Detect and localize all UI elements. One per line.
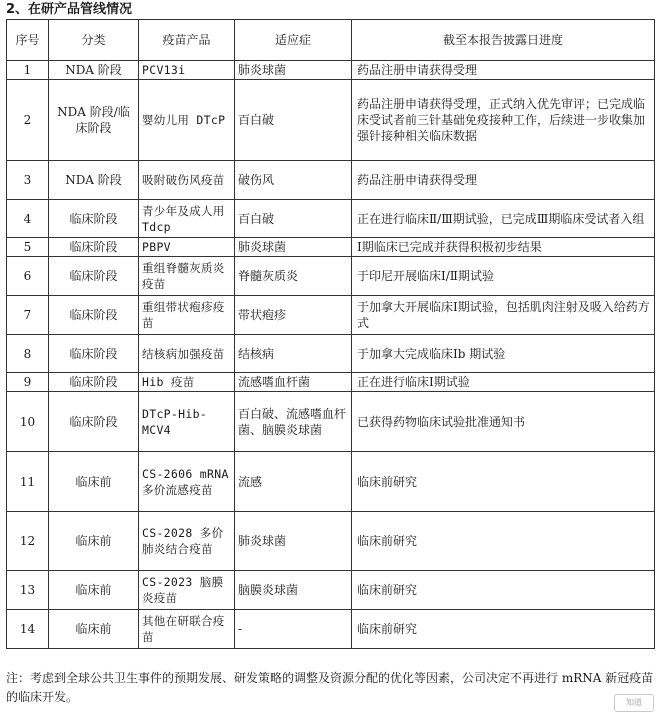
table-row [7, 610, 655, 649]
cell-category: NDA 阶段/临床阶段 [49, 80, 139, 161]
table-row [7, 61, 655, 80]
cell-product: PBPV [139, 238, 235, 257]
table-row [7, 373, 655, 392]
header-product: 疫苗产品 [139, 20, 235, 61]
cell-product: 重组带状疱疹疫苗 [139, 296, 235, 335]
table-row [7, 512, 655, 571]
cell-category: 临床阶段 [49, 257, 139, 296]
cell-progress: 于印尼开展临床Ⅰ/Ⅱ期试验 [352, 257, 655, 296]
table-row [7, 571, 655, 610]
cell-product: CS-2028 多价肺炎结合疫苗 [139, 512, 235, 571]
table-row [7, 257, 655, 296]
cell-progress: 临床前研究 [352, 512, 655, 571]
cell-product: 吸附破伤风疫苗 [139, 161, 235, 200]
cell-category: 临床阶段 [49, 296, 139, 335]
cell-category: NDA 阶段 [49, 161, 139, 200]
watermark-logo: 知道 [614, 694, 654, 712]
cell-product: 结核病加强疫苗 [139, 335, 235, 373]
cell-no: 1 [7, 61, 49, 80]
cell-indication: 流感 [235, 452, 352, 512]
cell-no: 6 [7, 257, 49, 296]
table-row [7, 200, 655, 238]
header-indication: 适应症 [235, 20, 352, 61]
cell-progress: 临床前研究 [352, 452, 655, 512]
table-row [7, 392, 655, 452]
cell-no: 7 [7, 296, 49, 335]
header-no: 序号 [7, 20, 49, 61]
cell-progress: 已获得药物临床试验批准通知书 [352, 392, 655, 452]
table-row [7, 238, 655, 257]
cell-indication: 肺炎球菌 [235, 61, 352, 80]
cell-progress: 药品注册申请获得受理 [352, 161, 655, 200]
cell-product: 重组脊髓灰质炎疫苗 [139, 257, 235, 296]
table-row [7, 80, 655, 161]
cell-no: 10 [7, 392, 49, 452]
cell-category: NDA 阶段 [49, 61, 139, 80]
cell-product: 其他在研联合疫苗 [139, 610, 235, 649]
cell-no: 2 [7, 80, 49, 161]
cell-category: 临床前 [49, 452, 139, 512]
cell-no: 12 [7, 512, 49, 571]
cell-product: 婴幼儿用 DTcP [139, 80, 235, 161]
cell-no: 11 [7, 452, 49, 512]
cell-product: 青少年及成人用 Tdcp [139, 200, 235, 238]
cell-no: 8 [7, 335, 49, 373]
cell-category: 临床阶段 [49, 238, 139, 257]
cell-progress: 于加拿大完成临床Ⅰb 期试验 [352, 335, 655, 373]
section-title: 2、在研产品管线情况 [6, 2, 133, 17]
cell-indication: 百白破、流感嗜血杆菌、脑膜炎球菌 [235, 392, 352, 452]
cell-indication: 脊髓灰质炎 [235, 257, 352, 296]
cell-product: CS-2023 脑膜炎疫苗 [139, 571, 235, 610]
cell-category: 临床阶段 [49, 392, 139, 452]
table-row [7, 452, 655, 512]
cell-progress: 临床前研究 [352, 610, 655, 649]
cell-indication: 百白破 [235, 200, 352, 238]
cell-indication: 肺炎球菌 [235, 238, 352, 257]
pipeline-table [6, 19, 655, 649]
cell-category: 临床前 [49, 610, 139, 649]
cell-indication: - [235, 610, 352, 649]
cell-product: DTcP-Hib-MCV4 [139, 392, 235, 452]
cell-progress: 正在进行临床Ⅰ期试验 [352, 373, 655, 392]
cell-progress: 药品注册申请获得受理，正式纳入优先审评；已完成临床受试者前三针基础免疫接种工作，后续进一步收集加强针接种相关临床数据 [352, 80, 655, 161]
cell-category: 临床阶段 [49, 335, 139, 373]
cell-indication: 结核病 [235, 335, 352, 373]
cell-category: 临床阶段 [49, 373, 139, 392]
cell-indication: 破伤风 [235, 161, 352, 200]
table-row [7, 296, 655, 335]
cell-no: 4 [7, 200, 49, 238]
cell-progress: Ⅰ期临床已完成并获得积极初步结果 [352, 238, 655, 257]
table-row [7, 335, 655, 373]
cell-product: PCV13i [139, 61, 235, 80]
cell-indication: 带状疱疹 [235, 296, 352, 335]
cell-no: 14 [7, 610, 49, 649]
footnote: 注：考虑到全球公共卫生事件的预期发展、研发策略的调整及资源分配的优化等因素，公司决定不再进行 mRNA 新冠疫苗的临床开发。 [6, 671, 654, 704]
cell-no: 3 [7, 161, 49, 200]
header-category: 分类 [49, 20, 139, 61]
cell-category: 临床前 [49, 512, 139, 571]
cell-category: 临床前 [49, 571, 139, 610]
cell-progress: 药品注册申请获得受理 [352, 61, 655, 80]
table-row [7, 161, 655, 200]
cell-indication: 肺炎球菌 [235, 512, 352, 571]
cell-progress: 临床前研究 [352, 571, 655, 610]
cell-no: 9 [7, 373, 49, 392]
cell-progress: 正在进行临床Ⅱ/Ⅲ期试验，已完成Ⅲ期临床受试者入组 [352, 200, 655, 238]
header-progress: 截至本报告披露日进度 [352, 20, 655, 61]
cell-no: 5 [7, 238, 49, 257]
cell-indication: 流感嗜血杆菌 [235, 373, 352, 392]
cell-no: 13 [7, 571, 49, 610]
cell-product: Hib 疫苗 [139, 373, 235, 392]
cell-progress: 于加拿大开展临床Ⅰ期试验，包括肌肉注射及吸入给药方式 [352, 296, 655, 335]
cell-category: 临床阶段 [49, 200, 139, 238]
cell-indication: 脑膜炎球菌 [235, 571, 352, 610]
cell-indication: 百白破 [235, 80, 352, 161]
cell-product: CS-2606 mRNA 多价流感疫苗 [139, 452, 235, 512]
table-header-row [7, 20, 655, 61]
